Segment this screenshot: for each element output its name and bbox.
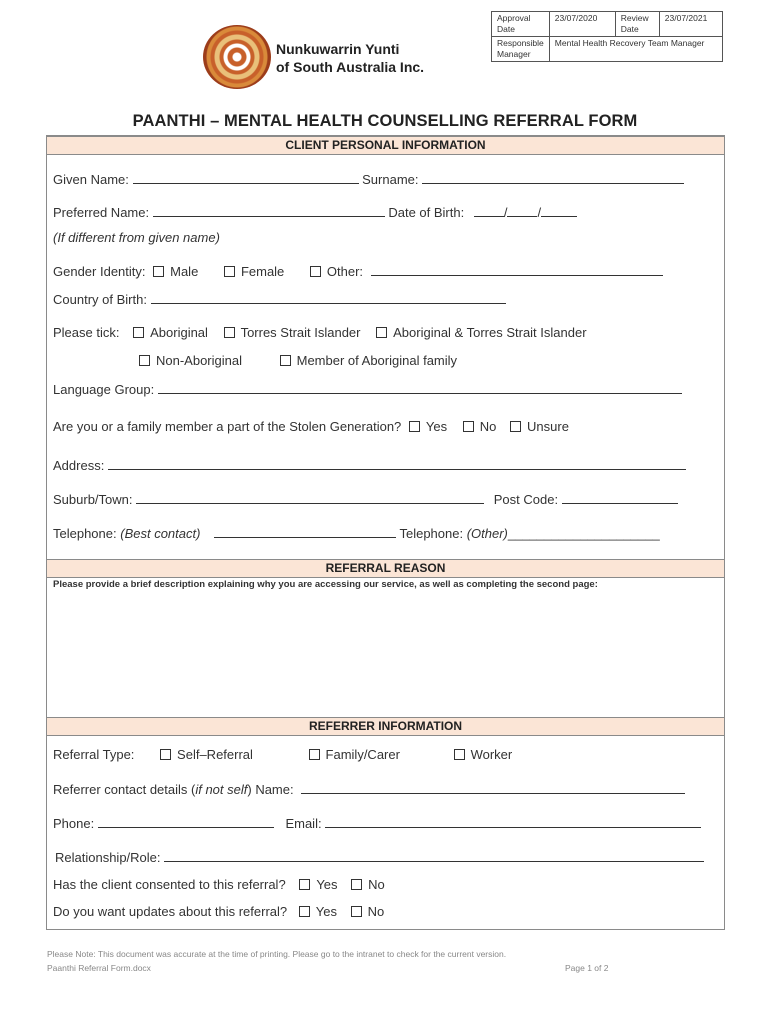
relationship-field[interactable] [164,849,704,862]
dob-separator: / [537,205,542,220]
referral-type-label: Referral Type: [53,747,135,762]
preferred-name-field[interactable] [153,204,385,217]
consent-question: Has the client consented to this referral? [53,877,286,892]
worker-checkbox[interactable] [454,749,465,760]
given-name-row [53,171,684,187]
torres-strait-checkbox[interactable] [224,327,235,338]
updates-question: Do you want updates about this referral? [53,904,288,919]
email-label: Email: [285,816,322,831]
updates-no-checkbox[interactable] [351,906,362,917]
referrer-contact-suffix: ) Name: [247,782,294,797]
relationship-label: Relationship/Role: [55,850,161,865]
telephone-other-field[interactable]: _____________________ [507,526,660,541]
phone-label: Phone: [53,816,95,831]
approval-table [491,11,723,62]
review-date-value: 23/07/2021 [659,12,722,37]
non-aboriginal-label: Non-Aboriginal [156,353,242,368]
self-referral-checkbox[interactable] [160,749,171,760]
telephone-row [53,525,660,541]
telephone-other-label: Telephone: [399,526,464,541]
family-carer-checkbox[interactable] [309,749,320,760]
referral-section-header: REFERRAL REASON [47,559,724,578]
stolen-no-label: No [479,419,497,434]
surname-label: Surname: [362,172,419,187]
stolen-yes-label: Yes [425,419,448,434]
review-date-label: Review Date [615,12,659,37]
language-field[interactable] [158,381,682,394]
dob-year-field[interactable] [541,204,577,217]
consent-no-checkbox[interactable] [351,879,362,890]
female-label: Female [240,264,285,279]
org-name-line1: Nunkuwarrin Yunti [276,41,400,57]
consent-no-label: No [368,877,385,892]
address-row [53,457,686,473]
surname-field[interactable] [422,171,684,184]
footer-note: Please Note: This document was accurate at the time of printing. Please go to the intranet to check for the current version. [47,949,507,959]
approval-date-label: Approval Date [492,12,550,37]
male-label: Male [170,264,199,279]
approval-date-value: 23/07/2020 [549,12,615,37]
please-tick-label: Please tick: [53,325,120,340]
updates-yes-checkbox[interactable] [299,906,310,917]
family-carer-label: Family/Carer [325,747,400,762]
member-family-label: Member of Aboriginal family [296,353,458,368]
non-aboriginal-checkbox[interactable] [139,355,150,366]
male-checkbox[interactable] [153,266,164,277]
org-name-line2: of South Australia Inc. [276,59,425,75]
country-field[interactable] [151,291,506,304]
address-field[interactable] [108,457,686,470]
telephone-best-field[interactable] [214,525,396,538]
dob-separator: / [503,205,508,220]
stolen-unsure-label: Unsure [527,419,569,434]
suburb-row [53,491,678,507]
please-tick-row [53,325,587,340]
referral-reason-textarea[interactable] [47,594,724,715]
stolen-generation-question: Are you or a family member a part of the Stolen Generation? [53,419,402,434]
stolen-unsure-checkbox[interactable] [510,421,521,432]
worker-label: Worker [470,747,513,762]
dob-month-field[interactable] [507,204,537,217]
form-title: PAANTHI – MENTAL HEALTH COUNSELLING REFERRAL FORM [132,112,638,130]
given-name-label: Given Name: [53,172,129,187]
language-row [53,381,682,397]
consent-row [53,877,385,892]
suburb-label: Suburb/Town: [53,492,133,507]
dob-day-field[interactable] [474,204,504,217]
country-label: Country of Birth: [53,292,147,307]
relationship-row [55,849,704,865]
female-checkbox[interactable] [224,266,235,277]
email-field[interactable] [325,815,701,828]
stolen-yes-checkbox[interactable] [409,421,420,432]
referral-instruction: Please provide a brief description explaining why you are accessing our service, as well as completing the second page: [53,579,598,590]
stolen-generation-row [53,419,569,434]
given-name-field[interactable] [133,171,359,184]
address-label: Address: [53,458,105,473]
referrer-section-header: REFERRER INFORMATION [47,717,724,736]
stolen-no-checkbox[interactable] [463,421,474,432]
aboriginal-torres-checkbox[interactable] [376,327,387,338]
updates-yes-label: Yes [315,904,337,919]
other-gender-checkbox[interactable] [310,266,321,277]
please-tick-row-2 [139,353,457,368]
other-gender-field[interactable] [371,263,663,276]
consent-yes-checkbox[interactable] [299,879,310,890]
gender-row [53,263,663,279]
organisation-name [276,40,424,76]
preferred-name-row [53,204,577,220]
other-contact-note: (Other) [466,526,508,541]
preferred-name-label: Preferred Name: [53,205,150,220]
gender-label: Gender Identity: [53,264,146,279]
referrer-contact-prefix: Referrer contact details ( [53,782,196,797]
organisation-logo [203,25,271,89]
if-different-note: (If different from given name) [53,230,220,245]
telephone-label: Telephone: [53,526,117,541]
referrer-contact-row [53,781,685,797]
updates-row [53,904,384,919]
updates-no-label: No [367,904,385,919]
dob-label: Date of Birth: [388,205,465,220]
self-referral-label: Self–Referral [177,747,253,762]
language-label: Language Group: [53,382,155,397]
referrer-name-field[interactable] [301,781,685,794]
aboriginal-label: Aboriginal [150,325,208,340]
phone-email-row [53,815,701,831]
member-family-checkbox[interactable] [280,355,291,366]
referral-type-row [53,747,512,762]
phone-field[interactable] [98,815,274,828]
responsible-manager-label: Responsible Manager [492,37,550,62]
aboriginal-checkbox[interactable] [133,327,144,338]
aboriginal-torres-label: Aboriginal & Torres Strait Islander [393,325,587,340]
footer-page-number: Page 1 of 2 [565,963,609,973]
consent-yes-label: Yes [316,877,338,892]
suburb-field[interactable] [136,491,484,504]
best-contact-note: (Best contact) [120,526,201,541]
other-gender-label: Other: [326,264,364,279]
postcode-label: Post Code: [493,492,559,507]
footer-filename: Paanthi Referral Form.docx [47,963,151,973]
postcode-field[interactable] [562,491,678,504]
country-row [53,291,506,307]
client-section-header: CLIENT PERSONAL INFORMATION [47,136,724,155]
if-not-self-note: if not self [195,782,248,797]
torres-strait-label: Torres Strait Islander [240,325,361,340]
responsible-manager-value: Mental Health Recovery Team Manager [549,37,722,62]
